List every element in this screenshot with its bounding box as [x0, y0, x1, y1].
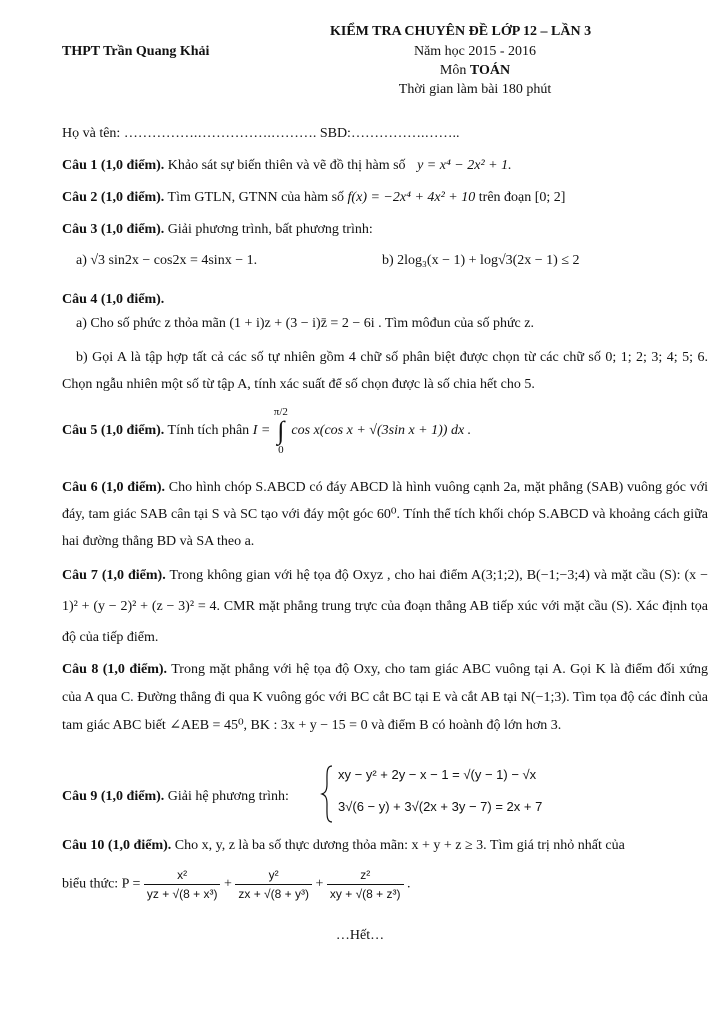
question-6: [62, 474, 708, 555]
question-9: [62, 789, 289, 805]
fraction-1-numerator: x²: [144, 866, 221, 885]
question-2-text: Tìm GTLN, GTNN của hàm số: [164, 190, 348, 205]
question-8: [62, 656, 708, 740]
end-marker: …Hết…: [335, 928, 385, 943]
plus-sign-2: +: [315, 876, 324, 892]
exam-title: KIỂM TRA CHUYÊN ĐỀ LỚP 12 – LẦN 3: [330, 24, 592, 39]
question-7: [62, 560, 708, 653]
question-9-text: Giải hệ phương trình:: [164, 789, 289, 804]
question-4-label: Câu 4 (1,0 điểm).: [62, 292, 165, 307]
question-8-text: Trong mặt phẳng với hệ tọa độ Oxy, cho tam giác ABC vuông tại A. Gọi K là điểm đối xứng của A qua C. Đường thẳng đi qua K vuông góc với BC cắt BC tại E và cắt AB tại N(−1;3). Tìm tọa độ các đỉnh của tam giác ABC biết ∠AEB = 45⁰, BK : 3x + y − 15 = 0 và điểm B có hoành độ lớn hơn 3.: [62, 662, 708, 733]
question-5-label: Câu 5 (1,0 điểm).: [62, 423, 165, 438]
question-1-text: Khảo sát sự biến thiên và vẽ đồ thị hàm số: [164, 158, 410, 173]
plus-sign-1: +: [223, 876, 232, 892]
fraction-term-1: [144, 866, 221, 903]
question-2-label: Câu 2 (1,0 điểm).: [62, 190, 165, 205]
subject-prefix: Môn: [439, 63, 470, 78]
school-year: Năm học 2015 - 2016: [413, 44, 537, 59]
question-2: [62, 184, 708, 211]
question-3a: a) √3 sin2x − cos2x = 4sinx − 1.: [76, 253, 258, 268]
question-3: [62, 216, 708, 243]
subject-name: TOÁN: [469, 63, 511, 78]
expression-prefix: biểu thức: P =: [62, 876, 141, 892]
question-4a: a) Cho số phức z thỏa mãn (1 + i)z + (3 − i)z̄ = 2 − 6i . Tìm môđun của số phức z.: [76, 316, 534, 331]
fraction-1-denominator: yz + √(8 + x³): [146, 887, 218, 901]
question-3-text: Giải phương trình, bất phương trình:: [164, 222, 373, 237]
question-10-text: Cho x, y, z là ba số thực dương thỏa mãn: x + y + z ≥ 3. Tìm giá trị nhỏ nhất của: [171, 838, 625, 853]
fraction-3-numerator: z²: [327, 866, 404, 885]
student-info-line: Họ và tên: …………….…………….………. SBD:…………….……..: [62, 126, 460, 141]
integral-sign: [274, 406, 288, 456]
fraction-3-denominator: xy + √(8 + z³): [329, 887, 401, 901]
integral-lower-bound: 0: [278, 444, 284, 456]
question-6-text: Cho hình chóp S.ABCD có đáy ABCD là hình vuông cạnh 2a, mặt phẳng (SAB) vuông góc với đáy, tam giác SAB cân tại S và SC tạo với đáy một góc 60⁰. Tính thể tích khối chóp S.ABCD và khoảng cách giữa hai đường thẳng BD và SA theo a.: [62, 480, 708, 549]
question-2-tail: trên đoạn [0; 2]: [475, 190, 566, 205]
question-1: [62, 152, 708, 179]
system-equation-1: xy − y² + 2y − x − 1 = √(y − 1) − √x: [338, 767, 537, 782]
question-3b: b) 2log₃(x − 1) + log√3(2x − 1) ≤ 2: [382, 253, 580, 268]
duration: Thời gian làm bài 180 phút: [398, 82, 552, 97]
question-1-label: Câu 1 (1,0 điểm).: [62, 158, 165, 173]
question-10-label: Câu 10 (1,0 điểm).: [62, 838, 172, 853]
subject-line: [380, 63, 570, 79]
question-5-text: Tính tích phân: [164, 423, 253, 438]
question-7-text: Trong không gian với hệ tọa độ Oxyz , cho hai điểm A(3;1;2), B(−1;−3;4) và mặt cầu (S): (x − 1)² + (y − 2)² + (z − 3)² = 4. CMR mặt phẳng trung trực của đoạn thẳng AB tiếp xúc với mặt cầu (S). Xác định tọa độ của tiếp điểm.: [62, 568, 708, 645]
question-10: [62, 832, 708, 859]
question-3-label: Câu 3 (1,0 điểm).: [62, 222, 165, 237]
question-6-label: Câu 6 (1,0 điểm).: [62, 480, 166, 495]
question-5-lhs: I =: [252, 423, 271, 438]
expression-end: .: [407, 876, 411, 892]
integral-upper-bound: π/2: [273, 406, 288, 418]
question-4: [62, 286, 708, 313]
fraction-term-3: [327, 866, 404, 903]
school-name: THPT Trần Quang Khải: [62, 44, 210, 59]
question-9-label: Câu 9 (1,0 điểm).: [62, 789, 165, 804]
integral-symbol-icon: ∫: [277, 416, 285, 445]
brace-svg: [320, 764, 336, 824]
question-10-expression: [62, 866, 411, 903]
question-2-math: f(x) = −2x⁴ + 4x² + 10: [347, 190, 476, 205]
fraction-2-denominator: zx + √(8 + y³): [238, 887, 309, 901]
question-7-label: Câu 7 (1,0 điểm).: [62, 568, 166, 583]
fraction-term-2: [235, 866, 312, 903]
system-equation-2: 3√(6 − y) + 3√(2x + 3y − 7) = 2x + 7: [338, 799, 543, 814]
system-brace-icon: [320, 764, 336, 824]
question-4b: b) Gọi A là tập hợp tất cả các số tự nhiên gồm 4 chữ số phân biệt được chọn từ các chữ số 0; 1; 2; 3; 4; 5; 6. Chọn ngẫu nhiên một số từ tập A, tính xác suất để số chọn được là số chia hết cho 5.: [62, 350, 708, 392]
question-1-math: y = x⁴ − 2x² + 1.: [417, 158, 512, 173]
question-5-integrand: cos x(cos x + √(3sin x + 1)) dx .: [291, 423, 472, 438]
question-5: [62, 406, 708, 456]
question-8-label: Câu 8 (1,0 điểm).: [62, 662, 168, 677]
fraction-2-numerator: y²: [235, 866, 312, 885]
